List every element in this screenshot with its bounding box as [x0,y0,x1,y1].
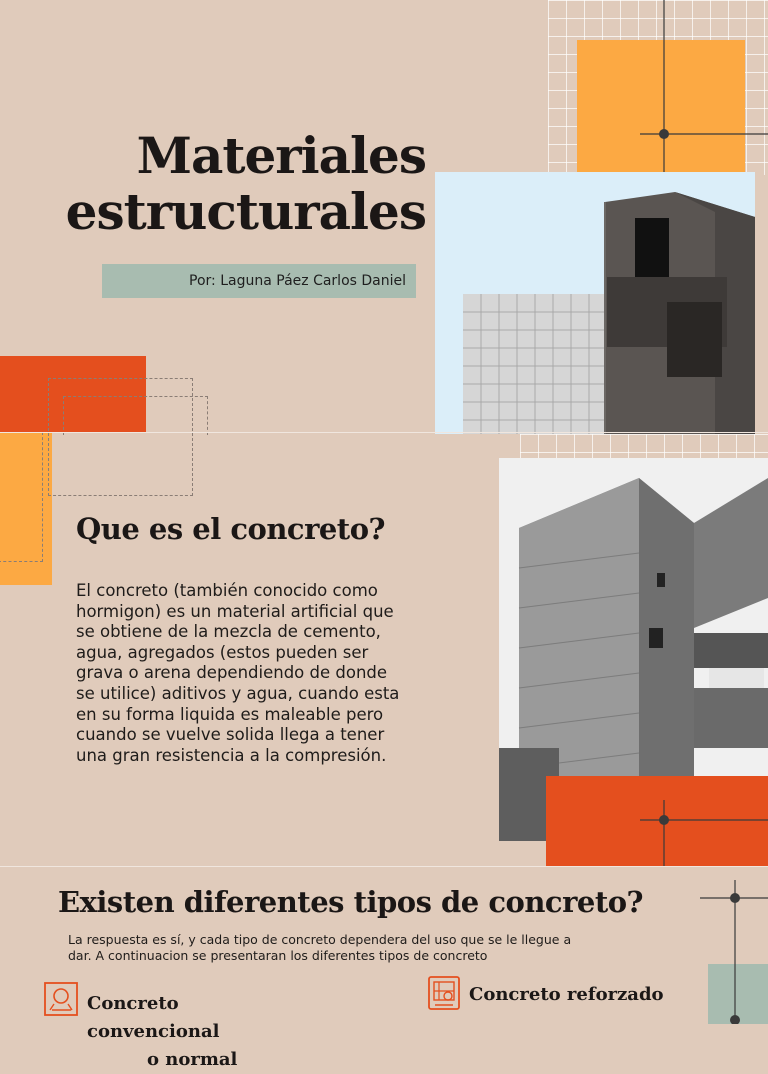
concrete-mixer-icon [44,982,78,1016]
section-heading-concreto: Que es el concreto? [76,512,386,546]
page-title: Materiales estructurales [65,126,426,241]
concreto-description: El concreto (también conocido como hormigon) es un material artificial que se obtiene de la mezcla de cemento, agua, agregados (estos pueden ser grava o arena dependiendo de donde se utilice) aditivos y agua, cuando esta en su forma liquida es maleable pero cuando se vuelve solida llega a tener una gran resistencia a la compresión. [76,581,400,765]
crosshair-line-middle [640,800,768,870]
crosshair-line-top [600,0,768,180]
dashed-frame-2 [63,396,208,435]
building-photo-top [435,172,755,434]
section-heading-tipos: Existen diferentes tipos de concreto? [58,885,644,919]
tipos-intro: La respuesta es sí, y cada tipo de concreto dependera del uso que se le llegue a dar. A continuacion se presentaran los diferentes tipos de concreto [68,932,572,963]
section-divider-1 [0,432,768,433]
dashed-frame-3 [0,432,43,562]
decorative-grid-mid [520,434,768,458]
reinforced-panel-icon [427,976,461,1010]
author-bar: Por: Laguna Páez Carlos Daniel [102,264,416,298]
tipo-reforzado-label: Concreto reforzado [469,984,664,1005]
section-divider-2 [0,866,768,867]
tipo-convencional-label: Concreto convencional o normal [87,993,238,1070]
crosshair-line-bottom-2 [700,964,768,1024]
